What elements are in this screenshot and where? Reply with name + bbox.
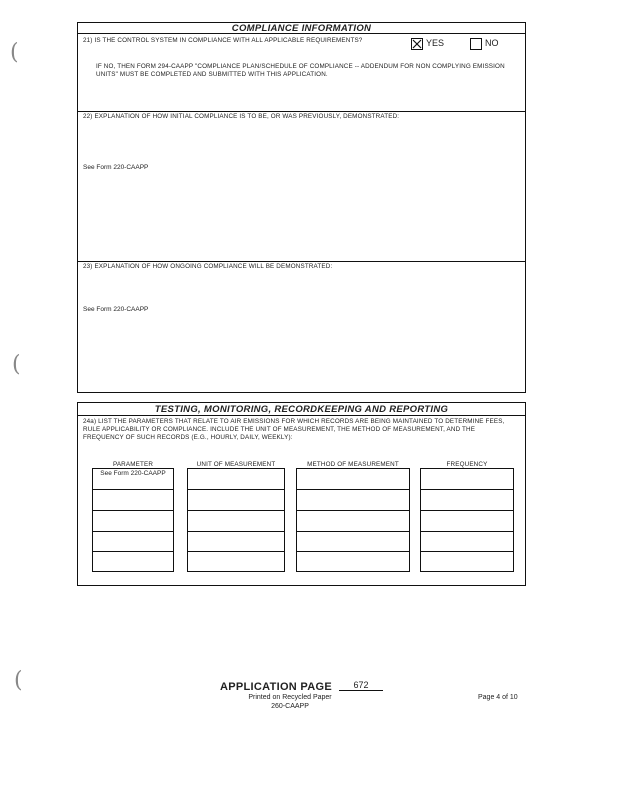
q24a-label: 24a) LIST THE PARAMETERS THAT RELATE TO AIR EMISSIONS FOR WHICH RECORDS ARE BEING MAINTAINED TO DETERMINE FEES, RULE APPLICABILITY OR COMPLIANCE. INCLUDE THE UNIT OF MEASUREMENT, THE METHOD OF MEASUREMENT, AND THE FREQUENCY OF SUCH RECORDS (E.G., HOURLY, DAILY, WEEKLY): — [83, 418, 505, 441]
recycled-paper-note: Printed on Recycled Paper — [248, 694, 332, 701]
divider — [77, 33, 526, 34]
frequency-column — [420, 468, 514, 572]
q21-note: IF NO, THEN FORM 294-CAAPP "COMPLIANCE PLAN/SCHEDULE OF COMPLIANCE -- ADDENDUM FOR NON COMPLYING EMISSION UNITS" MUST BE COMPLETED AND SUBMITTED WITH THIS APPLICATION. — [96, 63, 505, 78]
binder-hole-top: ( — [10, 40, 19, 65]
method-column — [296, 468, 410, 572]
checkmark-x-icon — [412, 39, 422, 49]
q22-answer: See Form 220-CAAPP — [83, 164, 149, 171]
q23-answer: See Form 220-CAAPP — [83, 306, 149, 313]
divider — [77, 415, 526, 416]
yes-checkbox[interactable] — [411, 37, 423, 55]
q22-label: 22) EXPLANATION OF HOW INITIAL COMPLIANCE IS TO BE, OR WAS PREVIOUSLY, DEMONSTRATED: — [83, 113, 400, 120]
binder-hole-middle: ( — [12, 352, 21, 377]
col-header-method: METHOD OF MEASUREMENT — [307, 461, 399, 468]
unit-column — [187, 468, 285, 572]
application-page-number: 672 — [339, 680, 383, 691]
page-of: Page 4 of 10 — [478, 694, 518, 701]
no-label: NO — [485, 38, 499, 48]
q23-label: 23) EXPLANATION OF HOW ONGOING COMPLIANCE WILL BE DEMONSTRATED: — [83, 263, 333, 270]
testing-title: TESTING, MONITORING, RECORDKEEPING AND REPORTING — [154, 404, 449, 415]
application-page-label: APPLICATION PAGE — [220, 681, 332, 693]
table-cell-parameter: See Form 220-CAAPP — [100, 470, 166, 477]
compliance-title: COMPLIANCE INFORMATION — [231, 23, 372, 34]
parameter-column — [92, 468, 174, 572]
q21-label: 21) IS THE CONTROL SYSTEM IN COMPLIANCE WITH ALL APPLICABLE REQUIREMENTS? — [83, 37, 363, 44]
col-header-unit: UNIT OF MEASUREMENT — [196, 461, 276, 468]
col-header-parameter: PARAMETER — [112, 461, 154, 468]
col-header-frequency: FREQUENCY — [446, 461, 488, 468]
divider — [77, 111, 526, 112]
no-checkbox[interactable] — [470, 37, 482, 55]
divider — [77, 261, 526, 262]
form-id: 260-CAAPP — [271, 703, 309, 710]
binder-hole-bottom: ( — [14, 668, 23, 693]
yes-label: YES — [426, 38, 445, 48]
